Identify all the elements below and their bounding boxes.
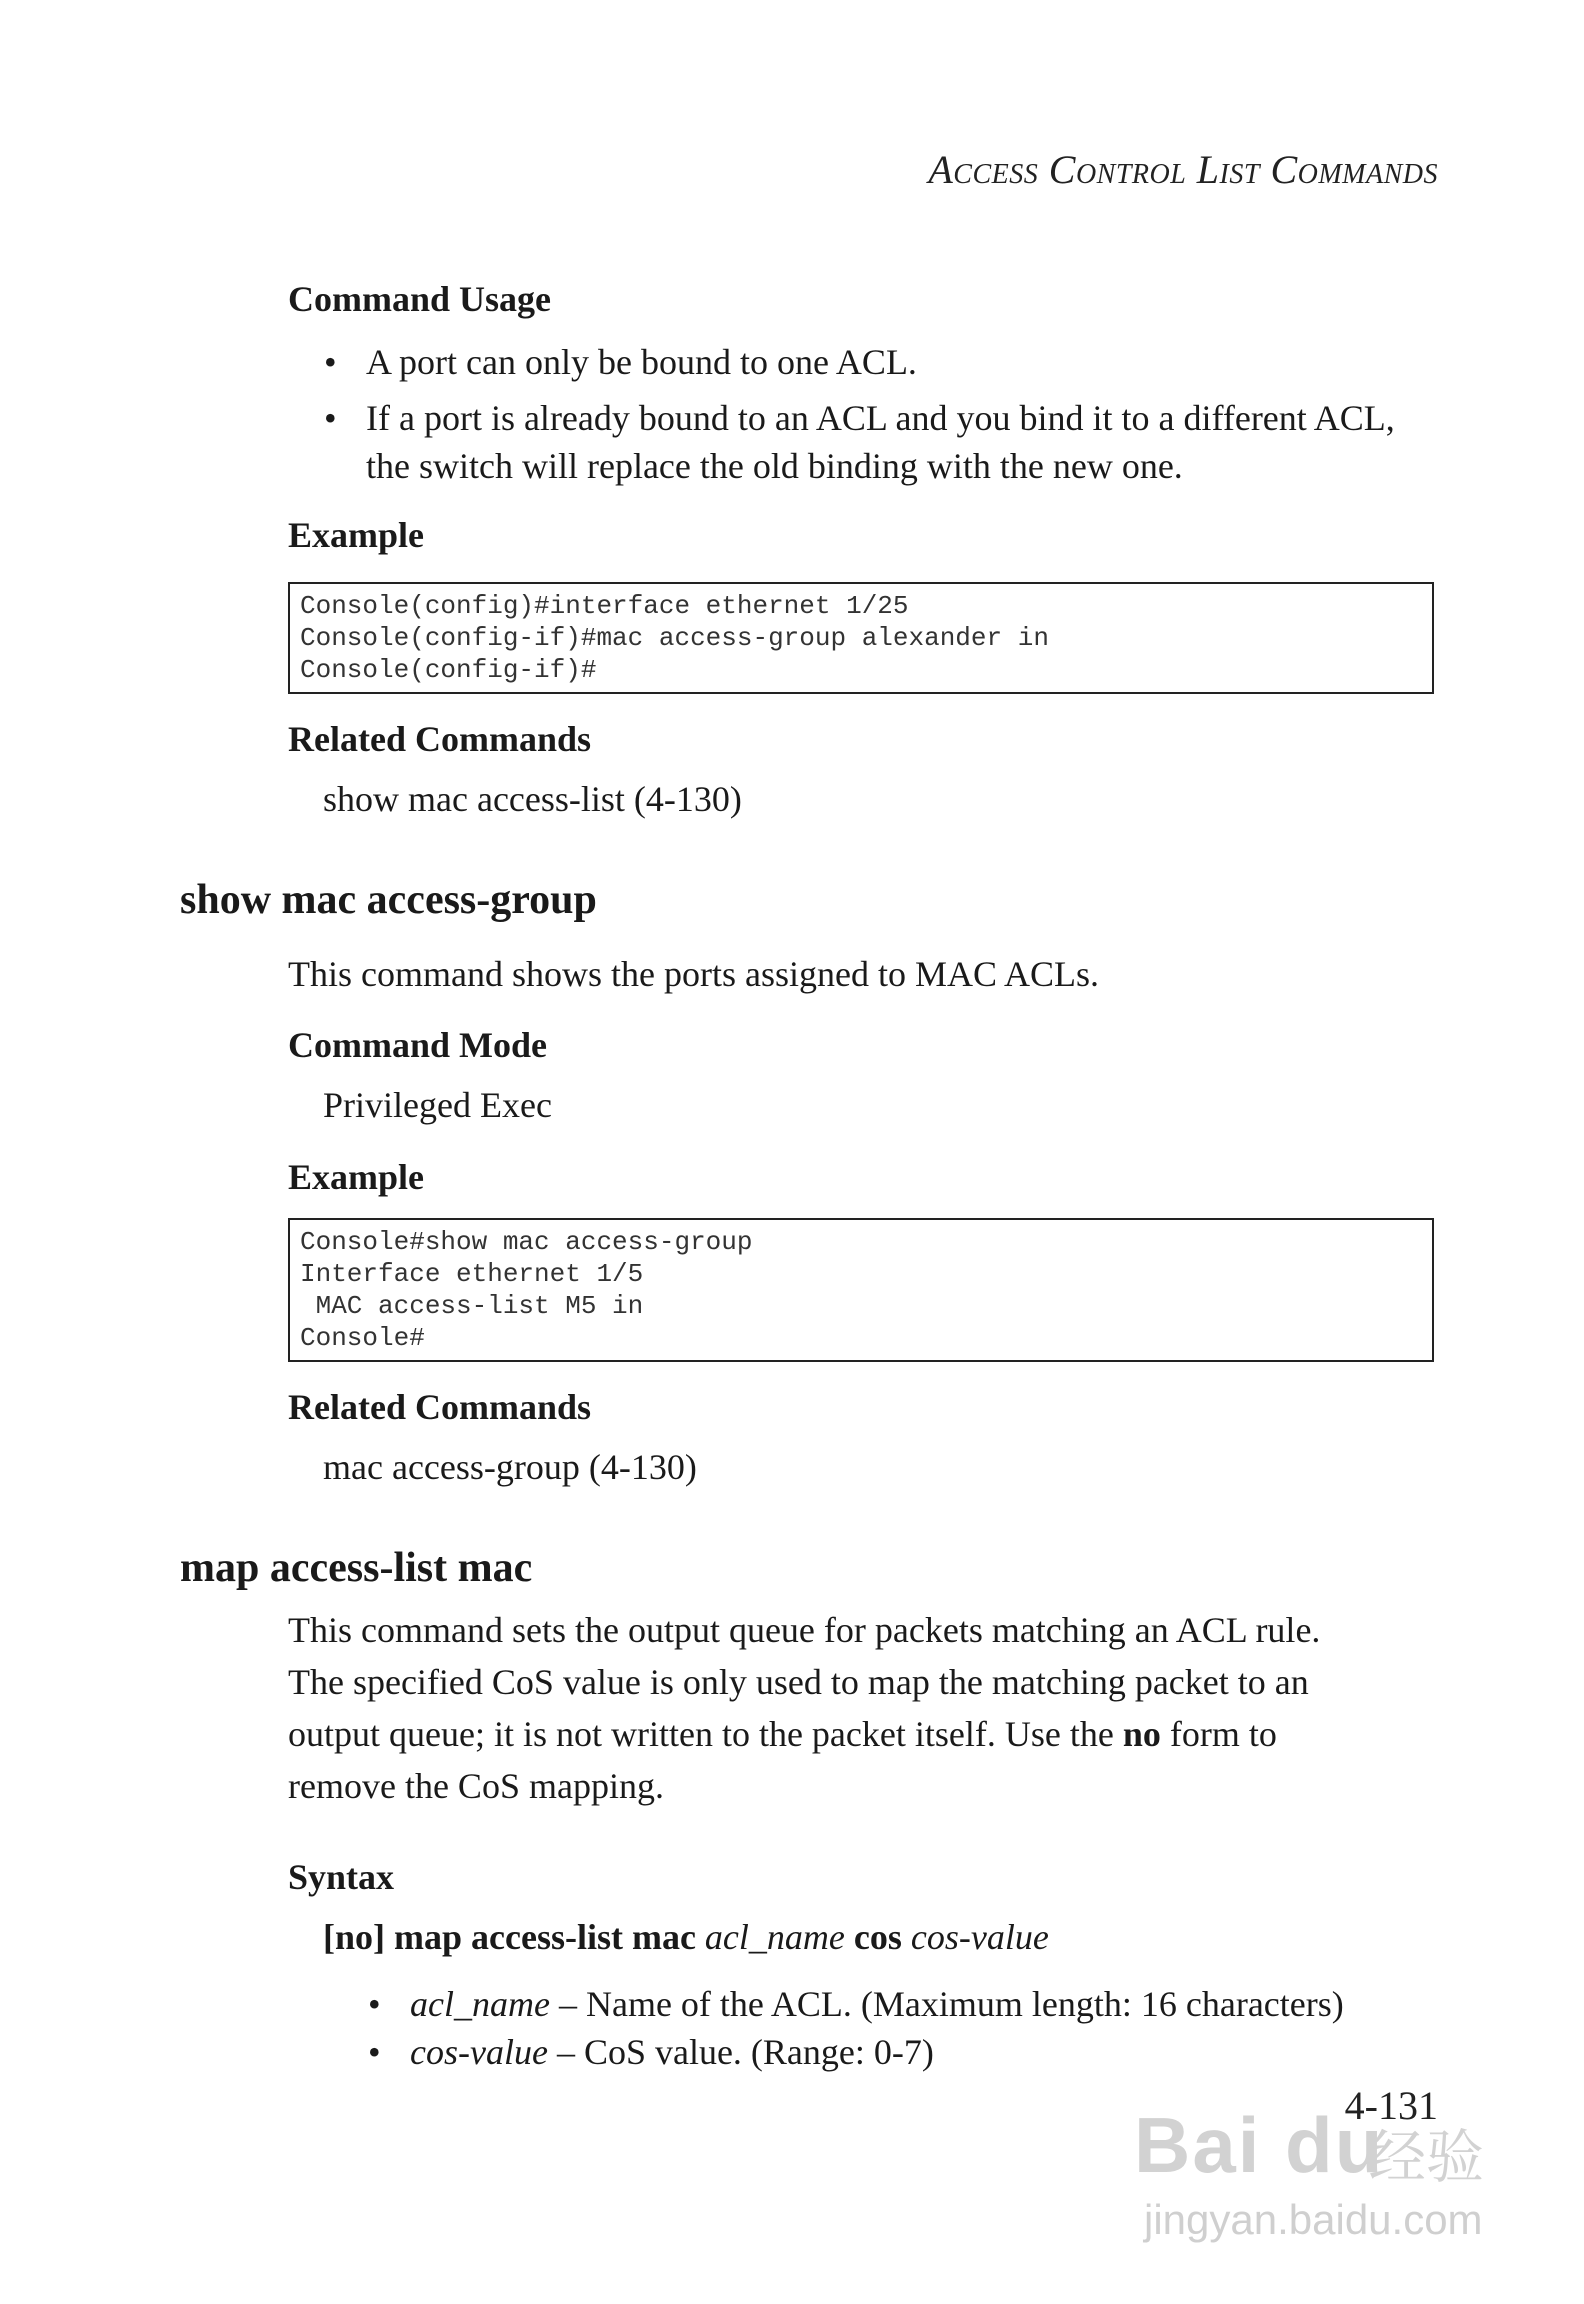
- command-description: This command shows the ports assigned to MAC ACLs.: [288, 954, 1099, 994]
- code-example-2: [288, 1218, 1434, 1362]
- command-title: map access-list mac: [180, 1545, 533, 1591]
- command-description: This command sets the output queue for packets matching an ACL rule. The specified CoS value is only used to map the matching packet to an output queue; it is not written to the packet itself. Use the no form to remove the CoS mapping.: [288, 1610, 1321, 1806]
- example-heading: Example: [288, 515, 425, 555]
- syntax-heading: Syntax: [288, 1857, 395, 1897]
- no-keyword: no: [1122, 1714, 1161, 1754]
- related-command-link[interactable]: mac access-group (4-130): [323, 1447, 697, 1487]
- command-mode-heading: Command Mode: [288, 1025, 547, 1065]
- page-number: 4-131: [1344, 2083, 1438, 2128]
- bullet-icon: •: [324, 398, 337, 438]
- command-title: show mac access-group: [180, 877, 597, 923]
- parameter-list: [368, 1980, 1410, 2076]
- parameter-item: • cos-value – CoS value. (Range: 0-7): [410, 2028, 1410, 2076]
- watermark-cn: 经验: [1367, 2125, 1484, 2190]
- example-heading: Example: [288, 1157, 425, 1197]
- running-header: Access Control List Commands: [928, 147, 1438, 192]
- code-line: Console(config-if)#: [300, 655, 597, 685]
- code-line: Console(config)#interface ethernet 1/25: [300, 591, 909, 621]
- code-line: Console#show mac access-group: [300, 1227, 753, 1257]
- related-commands-heading: Related Commands: [288, 719, 591, 759]
- code-line: Console#: [300, 1323, 425, 1353]
- command-mode-value: Privileged Exec: [323, 1085, 552, 1125]
- bullet-icon: •: [368, 1984, 381, 2024]
- usage-list: [324, 338, 1426, 490]
- usage-item: • A port can only be bound to one ACL.: [366, 338, 1426, 386]
- syntax-line: [no] map access-list mac acl_name cos cos-value: [323, 1917, 1049, 1957]
- command-usage-heading: Command Usage: [288, 279, 552, 319]
- bullet-icon: •: [324, 342, 337, 382]
- code-line: MAC access-list M5 in: [300, 1291, 644, 1321]
- watermark-logo: Bai du: [1134, 2101, 1385, 2189]
- related-command-link[interactable]: show mac access-list (4-130): [323, 779, 742, 819]
- watermark-url: jingyan.baidu.com: [1144, 2196, 1483, 2243]
- parameter-item: • acl_name – Name of the ACL. (Maximum length: 16 characters): [410, 1980, 1410, 2028]
- code-line: Console(config-if)#mac access-group alexander in: [300, 623, 1049, 653]
- code-line: Interface ethernet 1/5: [300, 1259, 644, 1289]
- related-commands-heading: Related Commands: [288, 1387, 591, 1427]
- bullet-icon: •: [368, 2032, 381, 2072]
- usage-item: • If a port is already bound to an ACL and you bind it to a different ACL, the switch will replace the old binding with the new one.: [366, 394, 1426, 490]
- code-example-1: [288, 582, 1434, 694]
